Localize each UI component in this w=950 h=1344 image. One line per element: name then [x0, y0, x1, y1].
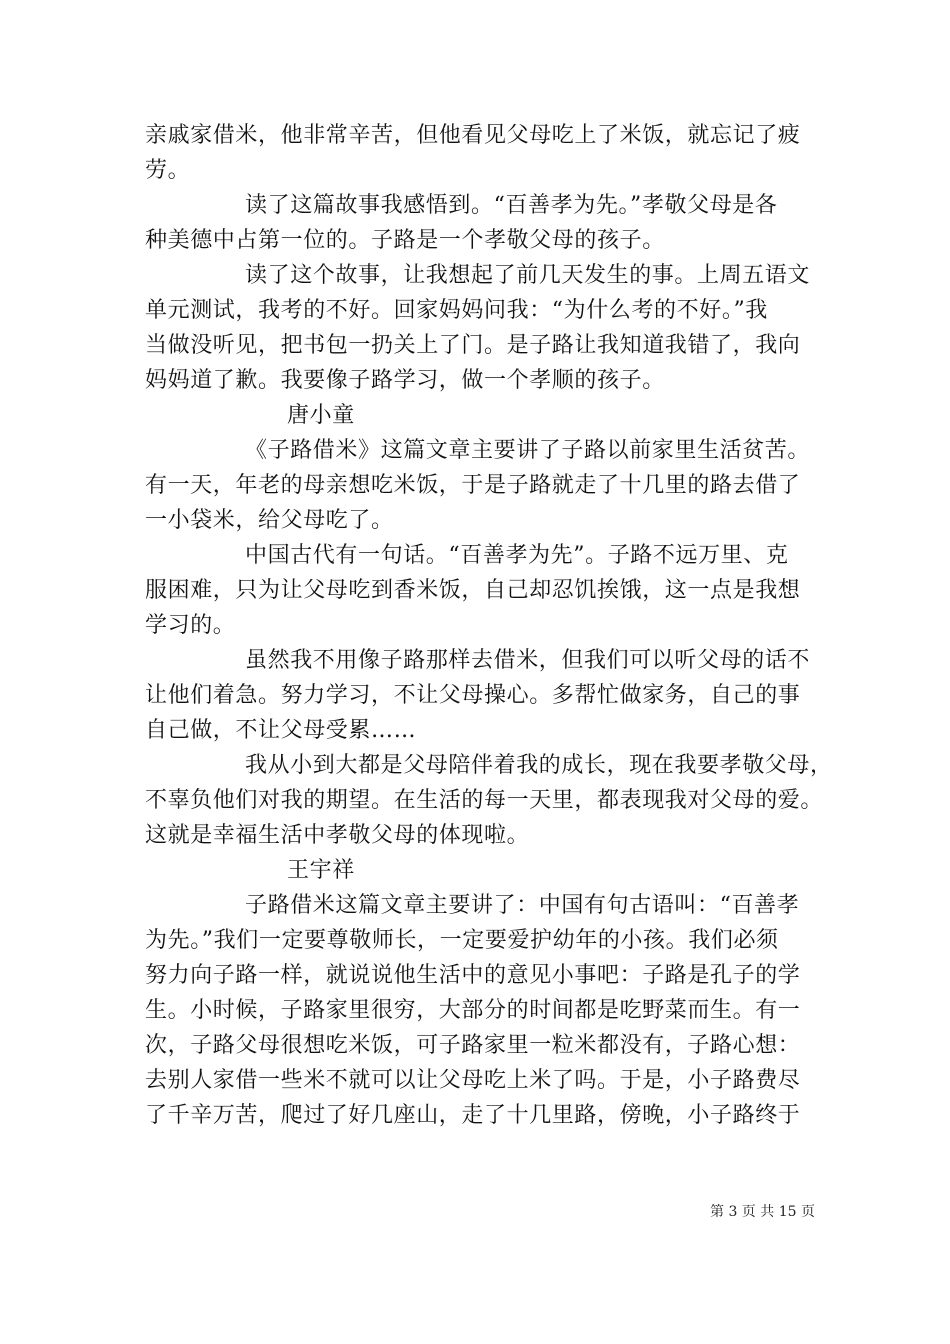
text-line: 种美德中占第一位的。子路是一个孝敬父母的孩子。	[145, 228, 665, 253]
text-line: 不辜负他们对我的期望。在生活的每一天里，都表现我对父母的爱。	[145, 788, 824, 813]
document-body	[145, 118, 833, 1133]
text-line: 去别人家借一些米不就可以让父母吃上米了吗。于是，小子路费尽	[145, 1068, 801, 1093]
paragraph	[145, 538, 810, 643]
text-line: 自己做，不让父母受累……	[145, 718, 417, 743]
text-line: 次，子路父母很想吃米饭，可子路家里一粒米都没有，子路心想：	[145, 1033, 801, 1058]
text-line: 努力向子路一样，就说说他生活中的意见小事吧：子路是孔子的学	[145, 963, 801, 988]
text-line: 《子路借米》这篇文章主要讲了子路以前家里生活贫苦。	[245, 438, 811, 463]
text-line: 有一天，年老的母亲想吃米饭，于是子路就走了十几里的路去借了	[145, 473, 801, 498]
paragraph	[145, 188, 810, 258]
text-line: 中国古代有一句话。“百善孝为先”。子路不远万里、克	[245, 543, 789, 568]
paragraph	[145, 888, 810, 1133]
text-line: 妈妈道了歉。我要像子路学习，做一个孝顺的孩子。	[145, 368, 665, 393]
text-line: 让他们着急。努力学习，不让父母操心。多帮忙做家务，自己的事	[145, 683, 801, 708]
paragraph	[145, 433, 810, 538]
page-number-footer: 第 3 页 共 15 页	[710, 1204, 815, 1220]
text-line: 这就是幸福生活中孝敬父母的体现啦。	[145, 823, 530, 848]
text-line: 为先。”我们一定要尊敬师长，一定要爱护幼年的小孩。我们必须	[145, 928, 779, 953]
paragraph	[145, 748, 833, 853]
text-line: 单元测试，我考的不好。回家妈妈问我：“为什么考的不好。”我	[145, 298, 768, 323]
text-line: 服困难，只为让父母吃到香米饭，自己却忍饥挨饿，这一点是我想	[145, 578, 801, 603]
text-line: 我从小到大都是父母陪伴着我的成长，现在我要孝敬父母，	[245, 753, 833, 778]
text-line: 亲戚家借米，他非常辛苦，但他看见父母吃上了米饭，就忘记了疲	[145, 123, 801, 148]
author-name: 唐小童	[287, 403, 355, 428]
text-line: 当做没听见，把书包一扔关上了门。是子路让我知道我错了，我向	[145, 333, 801, 358]
paragraph	[145, 258, 810, 398]
text-line: 虽然我不用像子路那样去借米，但我们可以听父母的话不	[245, 648, 811, 673]
text-line: 一小袋米，给父母吃了。	[145, 508, 394, 533]
author-name: 王宇祥	[287, 858, 355, 883]
text-line: 学习的。	[145, 613, 236, 638]
text-line: 读了这篇故事我感悟到。“百善孝为先。”孝敬父母是各	[245, 193, 778, 218]
text-line: 了千辛万苦，爬过了好几座山，走了十几里路，傍晚，小子路终于	[145, 1103, 801, 1128]
text-line: 生。小时候，子路家里很穷，大部分的时间都是吃野菜而生。有一	[145, 998, 801, 1023]
paragraph-continued	[145, 118, 810, 188]
text-line: 子路借米这篇文章主要讲了：中国有句古语叫：“百善孝	[245, 893, 800, 918]
text-line: 劳。	[145, 158, 191, 183]
text-line: 读了这个故事，让我想起了前几天发生的事。上周五语文	[245, 263, 811, 288]
paragraph	[145, 643, 810, 748]
